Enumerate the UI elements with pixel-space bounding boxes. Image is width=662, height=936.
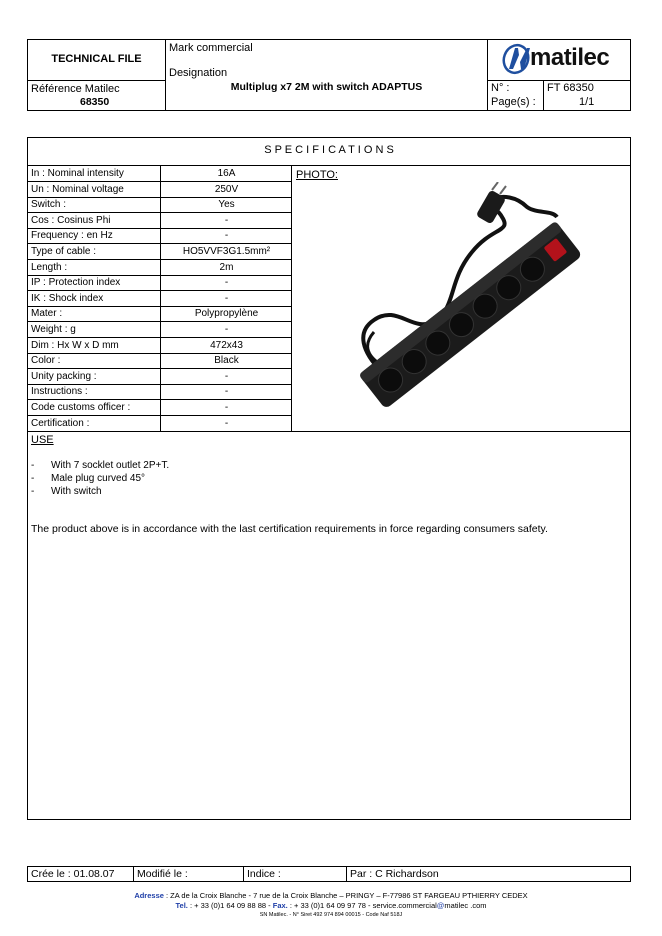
spec-row bbox=[28, 291, 292, 307]
product-photo bbox=[352, 182, 586, 410]
spec-row bbox=[28, 260, 292, 276]
technical-file-title: TECHNICAL FILE bbox=[51, 53, 142, 65]
legal-line: SN Matilec. - N° Siret 492 974 894 00015 - Code Naf 518J bbox=[259, 912, 403, 918]
reference-value: 68350 bbox=[80, 96, 110, 108]
matilec-logo bbox=[500, 42, 625, 76]
spec-row bbox=[28, 197, 292, 213]
spec-value: Yes bbox=[218, 199, 235, 211]
bullet-dash: - bbox=[31, 486, 35, 497]
spec-label: Dim : Hx W x D mm bbox=[28, 338, 161, 353]
tel-label: Tel. bbox=[175, 901, 188, 910]
spec-value: 16A bbox=[217, 168, 236, 179]
fax-value: : + 33 (0)1 64 09 97 78 - service.commercial bbox=[287, 901, 437, 910]
matilec-logo-text: matilec bbox=[530, 44, 610, 71]
bullet-dash: - bbox=[31, 460, 35, 471]
spec-value: Polypropylène bbox=[194, 308, 259, 320]
spec-value: - bbox=[224, 214, 229, 226]
spec-row bbox=[28, 306, 292, 322]
footer-divider bbox=[243, 866, 244, 882]
spec-row bbox=[28, 228, 292, 244]
address-text: : ZA de la Croix Blanche - 7 rue de la Croix Blanche – PRINGY – F-77986 ST FARGEAU PTHIERRY CEDEX bbox=[163, 891, 528, 900]
spec-row bbox=[28, 182, 292, 198]
bullet-dash: - bbox=[31, 473, 35, 484]
use-title: USE bbox=[31, 434, 54, 446]
photo-label: PHOTO: bbox=[296, 169, 338, 181]
header-divider bbox=[487, 39, 488, 111]
spec-value: 2m bbox=[219, 261, 234, 273]
spec-row bbox=[28, 369, 292, 385]
spec-row bbox=[28, 400, 292, 416]
spec-label: Unity packing : bbox=[28, 369, 161, 384]
header-divider bbox=[543, 80, 544, 111]
spec-label: IP : Protection index bbox=[28, 275, 161, 290]
index-field: Indice : bbox=[247, 868, 281, 880]
designation-label: Designation bbox=[169, 67, 228, 79]
use-item-text: With 7 socklet outlet 2P+T. bbox=[51, 460, 170, 471]
header-divider bbox=[487, 80, 631, 81]
use-statement: The product above is in accordance with the last certification requirements in force regarding consumers safety. bbox=[31, 523, 548, 535]
footer-divider bbox=[133, 866, 134, 882]
address-line bbox=[0, 891, 662, 900]
footer-divider bbox=[346, 866, 347, 882]
spec-label: Mater : bbox=[28, 306, 161, 321]
spec-value: 250V bbox=[214, 183, 239, 195]
author-field: Par : C Richardson bbox=[350, 868, 439, 880]
footer-table bbox=[27, 866, 631, 882]
specifications-title: S P E C I F I C A T I O N S bbox=[264, 144, 394, 156]
use-item-text: With switch bbox=[51, 486, 102, 497]
header-divider bbox=[27, 80, 166, 81]
use-list-item bbox=[31, 485, 169, 498]
contact-line bbox=[0, 901, 662, 910]
spec-label: Instructions : bbox=[28, 384, 161, 399]
spec-row bbox=[28, 213, 292, 229]
spec-label: IK : Shock index bbox=[28, 291, 161, 306]
mark-commercial-label: Mark commercial bbox=[169, 42, 253, 54]
spec-value: HO5VVF3G1.5mm² bbox=[182, 246, 271, 257]
pages-value: 1/1 bbox=[579, 96, 595, 108]
spec-label: Type of cable : bbox=[28, 244, 161, 259]
use-list-item bbox=[31, 472, 169, 485]
spec-row bbox=[28, 338, 292, 354]
use-divider bbox=[27, 431, 631, 432]
pages-label: Page(s) : bbox=[491, 96, 536, 108]
spec-label: In : Nominal intensity bbox=[28, 166, 161, 181]
spec-value: - bbox=[224, 324, 229, 335]
spec-label: Certification : bbox=[28, 416, 161, 431]
spec-value: - bbox=[224, 292, 229, 304]
fax-label: Fax. bbox=[272, 901, 288, 910]
spec-label: Length : bbox=[28, 260, 161, 275]
spec-row bbox=[28, 244, 292, 260]
spec-label: Switch : bbox=[28, 197, 161, 212]
spec-label: Un : Nominal voltage bbox=[28, 182, 161, 197]
email-at: @ bbox=[436, 901, 445, 910]
spec-label: Code customs officer : bbox=[28, 400, 161, 415]
spec-value: - bbox=[224, 230, 229, 242]
spec-label: Color : bbox=[28, 353, 161, 368]
spec-row bbox=[28, 416, 292, 432]
spec-value: - bbox=[224, 402, 229, 413]
spec-row bbox=[28, 353, 292, 369]
spec-value: - bbox=[224, 277, 229, 289]
spec-label: Cos : Cosinus Phi bbox=[28, 213, 161, 228]
spec-row bbox=[28, 166, 292, 182]
address-label: Adresse bbox=[134, 891, 164, 900]
use-item-text: Male plug curved 45° bbox=[51, 473, 146, 484]
spec-row bbox=[28, 275, 292, 291]
reference-label: Référence Matilec bbox=[31, 83, 120, 95]
spec-value: - bbox=[224, 417, 229, 429]
number-value: FT 68350 bbox=[547, 82, 594, 94]
spec-row bbox=[28, 322, 292, 338]
spec-value: 472x43 bbox=[210, 339, 243, 351]
number-label: N° : bbox=[491, 82, 510, 94]
power-strip-image bbox=[352, 182, 586, 410]
modified-date: Modifié le : bbox=[137, 868, 188, 880]
spec-row bbox=[28, 384, 292, 400]
created-date: Crée le : 01.08.07 bbox=[31, 868, 115, 880]
spec-value: - bbox=[224, 370, 229, 382]
use-list bbox=[31, 459, 169, 498]
spec-table bbox=[28, 166, 292, 432]
spec-value: Black bbox=[214, 355, 239, 367]
tel-value: : + 33 (0)1 64 09 88 88 - bbox=[187, 901, 273, 910]
use-list-item bbox=[31, 459, 169, 472]
spec-label: Weight : g bbox=[28, 322, 161, 337]
spec-value: - bbox=[224, 386, 229, 398]
header-divider bbox=[165, 39, 166, 111]
designation-value: Multiplug x7 2M with switch ADAPTUS bbox=[230, 81, 423, 93]
spec-label: Frequency : en Hz bbox=[28, 228, 161, 243]
email-domain: matilec .com bbox=[444, 901, 487, 910]
